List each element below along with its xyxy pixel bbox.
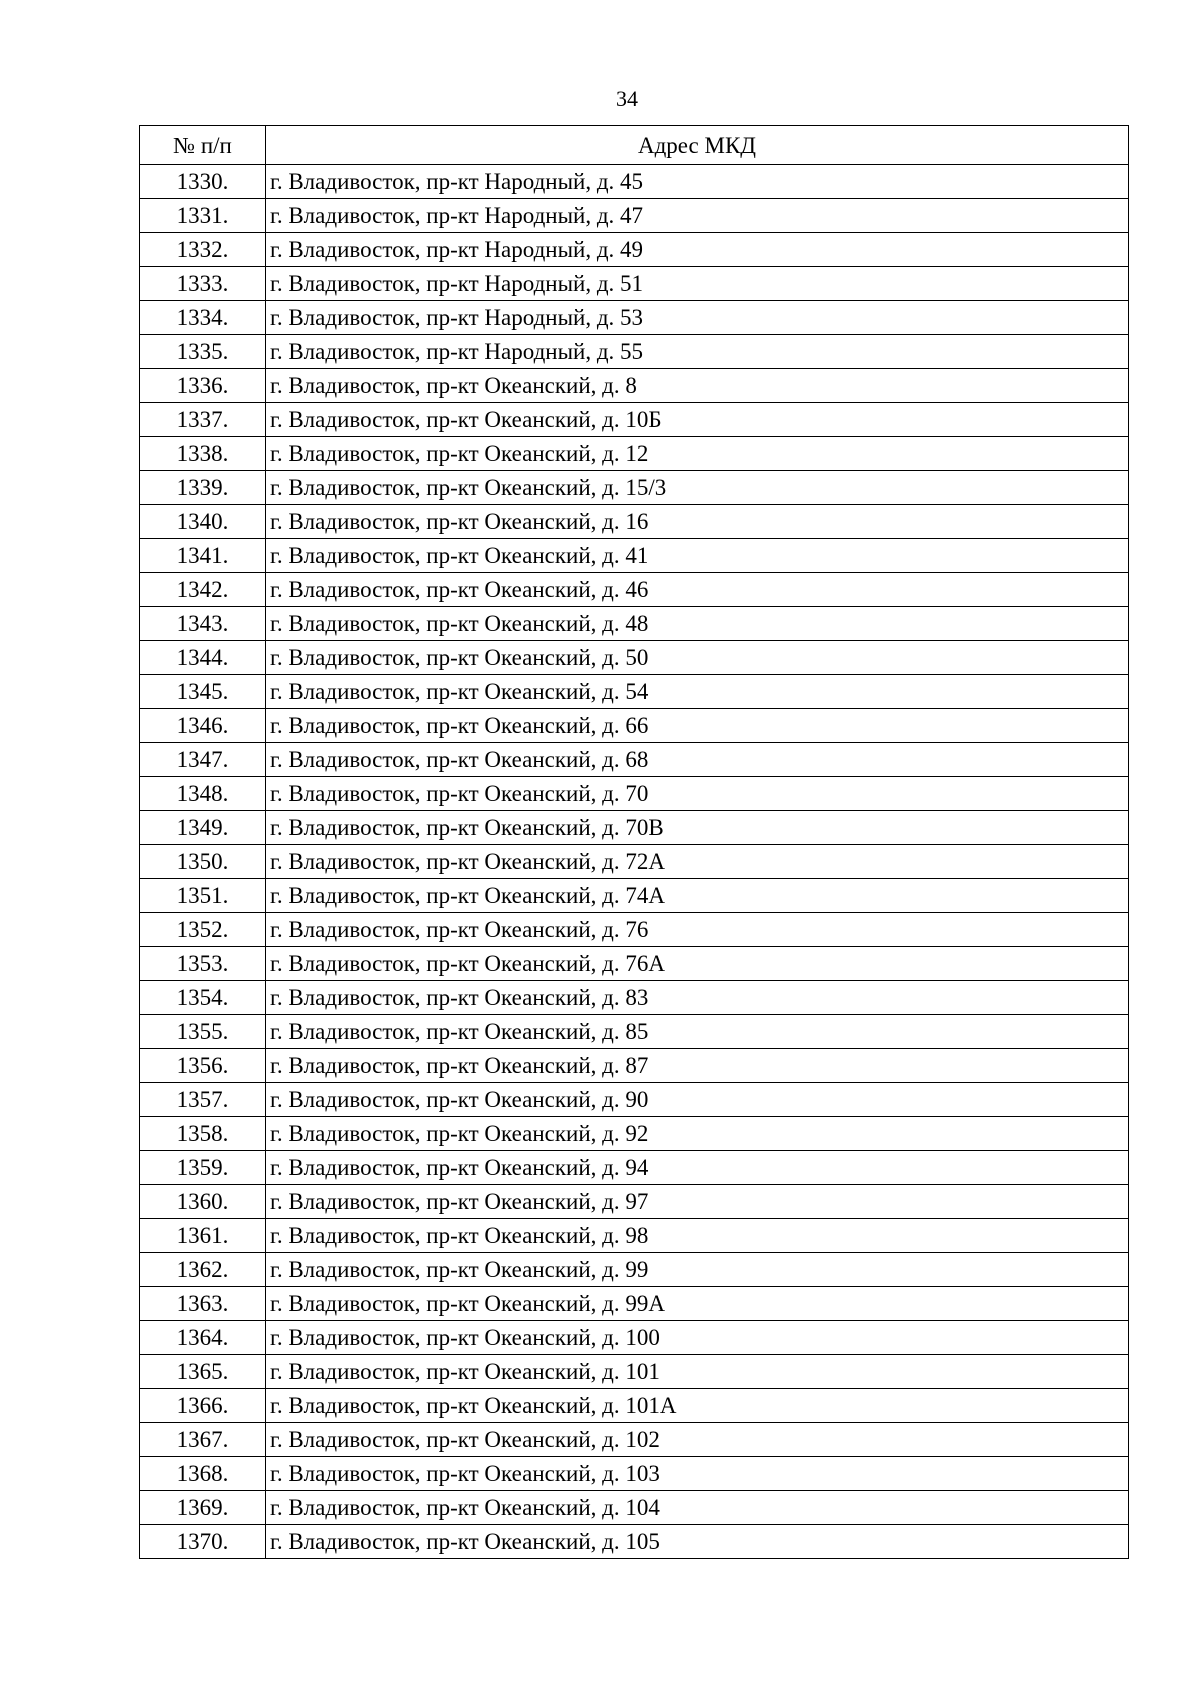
row-address-cell: г. Владивосток, пр-кт Океанский, д. 76	[266, 913, 1129, 947]
row-number-cell: 1361.	[140, 1219, 266, 1253]
row-number-cell: 1335.	[140, 335, 266, 369]
row-number-cell: 1365.	[140, 1355, 266, 1389]
row-address-cell: г. Владивосток, пр-кт Народный, д. 49	[266, 233, 1129, 267]
table-row	[140, 1151, 1129, 1185]
row-address-cell: г. Владивосток, пр-кт Океанский, д. 8	[266, 369, 1129, 403]
row-address-cell: г. Владивосток, пр-кт Океанский, д. 46	[266, 573, 1129, 607]
row-address-cell: г. Владивосток, пр-кт Океанский, д. 41	[266, 539, 1129, 573]
row-number-cell: 1369.	[140, 1491, 266, 1525]
row-address-cell: г. Владивосток, пр-кт Океанский, д. 94	[266, 1151, 1129, 1185]
row-number-cell: 1346.	[140, 709, 266, 743]
table-row	[140, 947, 1129, 981]
row-address-cell: г. Владивосток, пр-кт Океанский, д. 85	[266, 1015, 1129, 1049]
table-row	[140, 267, 1129, 301]
table-row	[140, 165, 1129, 199]
row-address-cell: г. Владивосток, пр-кт Океанский, д. 99	[266, 1253, 1129, 1287]
row-address-cell: г. Владивосток, пр-кт Океанский, д. 90	[266, 1083, 1129, 1117]
page-number: 34	[616, 86, 638, 111]
row-number-cell: 1354.	[140, 981, 266, 1015]
row-address-cell: г. Владивосток, пр-кт Океанский, д. 102	[266, 1423, 1129, 1457]
row-number-cell: 1368.	[140, 1457, 266, 1491]
row-address-cell: г. Владивосток, пр-кт Океанский, д. 70В	[266, 811, 1129, 845]
row-number-cell: 1345.	[140, 675, 266, 709]
table-row	[140, 811, 1129, 845]
address-table	[139, 125, 1129, 1559]
column-header-number: № п/п	[140, 126, 266, 165]
row-number-cell: 1366.	[140, 1389, 266, 1423]
row-address-cell: г. Владивосток, пр-кт Народный, д. 53	[266, 301, 1129, 335]
row-number-cell: 1334.	[140, 301, 266, 335]
table-row	[140, 777, 1129, 811]
row-address-cell: г. Владивосток, пр-кт Океанский, д. 87	[266, 1049, 1129, 1083]
row-number-cell: 1348.	[140, 777, 266, 811]
row-address-cell: г. Владивосток, пр-кт Океанский, д. 54	[266, 675, 1129, 709]
row-number-cell: 1370.	[140, 1525, 266, 1559]
table-row	[140, 743, 1129, 777]
row-number-cell: 1362.	[140, 1253, 266, 1287]
row-number-cell: 1358.	[140, 1117, 266, 1151]
row-number-cell: 1330.	[140, 165, 266, 199]
row-address-cell: г. Владивосток, пр-кт Океанский, д. 92	[266, 1117, 1129, 1151]
row-address-cell: г. Владивосток, пр-кт Океанский, д. 105	[266, 1525, 1129, 1559]
row-address-cell: г. Владивосток, пр-кт Океанский, д. 104	[266, 1491, 1129, 1525]
column-header-address: Адрес МКД	[266, 126, 1129, 165]
table-row	[140, 471, 1129, 505]
row-address-cell: г. Владивосток, пр-кт Океанский, д. 101А	[266, 1389, 1129, 1423]
row-address-cell: г. Владивосток, пр-кт Океанский, д. 97	[266, 1185, 1129, 1219]
table-row	[140, 335, 1129, 369]
row-address-cell: г. Владивосток, пр-кт Океанский, д. 99А	[266, 1287, 1129, 1321]
table-row	[140, 1491, 1129, 1525]
table-row	[140, 981, 1129, 1015]
row-number-cell: 1333.	[140, 267, 266, 301]
row-number-cell: 1344.	[140, 641, 266, 675]
row-number-cell: 1367.	[140, 1423, 266, 1457]
row-address-cell: г. Владивосток, пр-кт Народный, д. 47	[266, 199, 1129, 233]
table-row	[140, 675, 1129, 709]
table-row	[140, 573, 1129, 607]
row-number-cell: 1349.	[140, 811, 266, 845]
table-row	[140, 1185, 1129, 1219]
row-number-cell: 1352.	[140, 913, 266, 947]
table-row	[140, 369, 1129, 403]
row-number-cell: 1347.	[140, 743, 266, 777]
table-row	[140, 1389, 1129, 1423]
row-number-cell: 1360.	[140, 1185, 266, 1219]
table-row	[140, 1321, 1129, 1355]
row-address-cell: г. Владивосток, пр-кт Океанский, д. 10Б	[266, 403, 1129, 437]
table-row	[140, 199, 1129, 233]
table-row	[140, 1219, 1129, 1253]
table-row	[140, 879, 1129, 913]
row-address-cell: г. Владивосток, пр-кт Океанский, д. 103	[266, 1457, 1129, 1491]
row-address-cell: г. Владивосток, пр-кт Океанский, д. 12	[266, 437, 1129, 471]
table-row	[140, 607, 1129, 641]
row-address-cell: г. Владивосток, пр-кт Океанский, д. 83	[266, 981, 1129, 1015]
row-number-cell: 1351.	[140, 879, 266, 913]
row-number-cell: 1357.	[140, 1083, 266, 1117]
row-number-cell: 1359.	[140, 1151, 266, 1185]
row-address-cell: г. Владивосток, пр-кт Океанский, д. 68	[266, 743, 1129, 777]
row-address-cell: г. Владивосток, пр-кт Океанский, д. 100	[266, 1321, 1129, 1355]
table-row	[140, 1457, 1129, 1491]
row-address-cell: г. Владивосток, пр-кт Народный, д. 45	[266, 165, 1129, 199]
row-number-cell: 1356.	[140, 1049, 266, 1083]
table-row	[140, 641, 1129, 675]
table-row	[140, 505, 1129, 539]
row-address-cell: г. Владивосток, пр-кт Океанский, д. 16	[266, 505, 1129, 539]
table-row	[140, 437, 1129, 471]
table-header-row	[140, 126, 1129, 165]
row-number-cell: 1340.	[140, 505, 266, 539]
row-address-cell: г. Владивосток, пр-кт Океанский, д. 48	[266, 607, 1129, 641]
row-number-cell: 1353.	[140, 947, 266, 981]
row-address-cell: г. Владивосток, пр-кт Океанский, д. 66	[266, 709, 1129, 743]
row-address-cell: г. Владивосток, пр-кт Океанский, д. 15/3	[266, 471, 1129, 505]
row-number-cell: 1355.	[140, 1015, 266, 1049]
table-row	[140, 233, 1129, 267]
row-address-cell: г. Владивосток, пр-кт Океанский, д. 50	[266, 641, 1129, 675]
row-address-cell: г. Владивосток, пр-кт Океанский, д. 76А	[266, 947, 1129, 981]
table-row	[140, 1049, 1129, 1083]
row-address-cell: г. Владивосток, пр-кт Океанский, д. 101	[266, 1355, 1129, 1389]
row-number-cell: 1337.	[140, 403, 266, 437]
table-row	[140, 1253, 1129, 1287]
table-row	[140, 301, 1129, 335]
table-row	[140, 709, 1129, 743]
row-number-cell: 1339.	[140, 471, 266, 505]
row-number-cell: 1343.	[140, 607, 266, 641]
table-row	[140, 1423, 1129, 1457]
table-row	[140, 1015, 1129, 1049]
table-row	[140, 913, 1129, 947]
table-row	[140, 1083, 1129, 1117]
row-address-cell: г. Владивосток, пр-кт Океанский, д. 72А	[266, 845, 1129, 879]
row-number-cell: 1363.	[140, 1287, 266, 1321]
row-number-cell: 1336.	[140, 369, 266, 403]
table-body	[140, 165, 1129, 1559]
row-address-cell: г. Владивосток, пр-кт Океанский, д. 74А	[266, 879, 1129, 913]
table-row	[140, 539, 1129, 573]
row-number-cell: 1350.	[140, 845, 266, 879]
table-row	[140, 403, 1129, 437]
row-number-cell: 1331.	[140, 199, 266, 233]
row-number-cell: 1332.	[140, 233, 266, 267]
row-address-cell: г. Владивосток, пр-кт Океанский, д. 98	[266, 1219, 1129, 1253]
row-number-cell: 1342.	[140, 573, 266, 607]
row-number-cell: 1338.	[140, 437, 266, 471]
row-address-cell: г. Владивосток, пр-кт Народный, д. 51	[266, 267, 1129, 301]
row-address-cell: г. Владивосток, пр-кт Народный, д. 55	[266, 335, 1129, 369]
table-header	[140, 126, 1129, 165]
table-row	[140, 1287, 1129, 1321]
row-address-cell: г. Владивосток, пр-кт Океанский, д. 70	[266, 777, 1129, 811]
row-number-cell: 1341.	[140, 539, 266, 573]
row-number-cell: 1364.	[140, 1321, 266, 1355]
table-row	[140, 1525, 1129, 1559]
table-row	[140, 1117, 1129, 1151]
table-row	[140, 1355, 1129, 1389]
table-row	[140, 845, 1129, 879]
